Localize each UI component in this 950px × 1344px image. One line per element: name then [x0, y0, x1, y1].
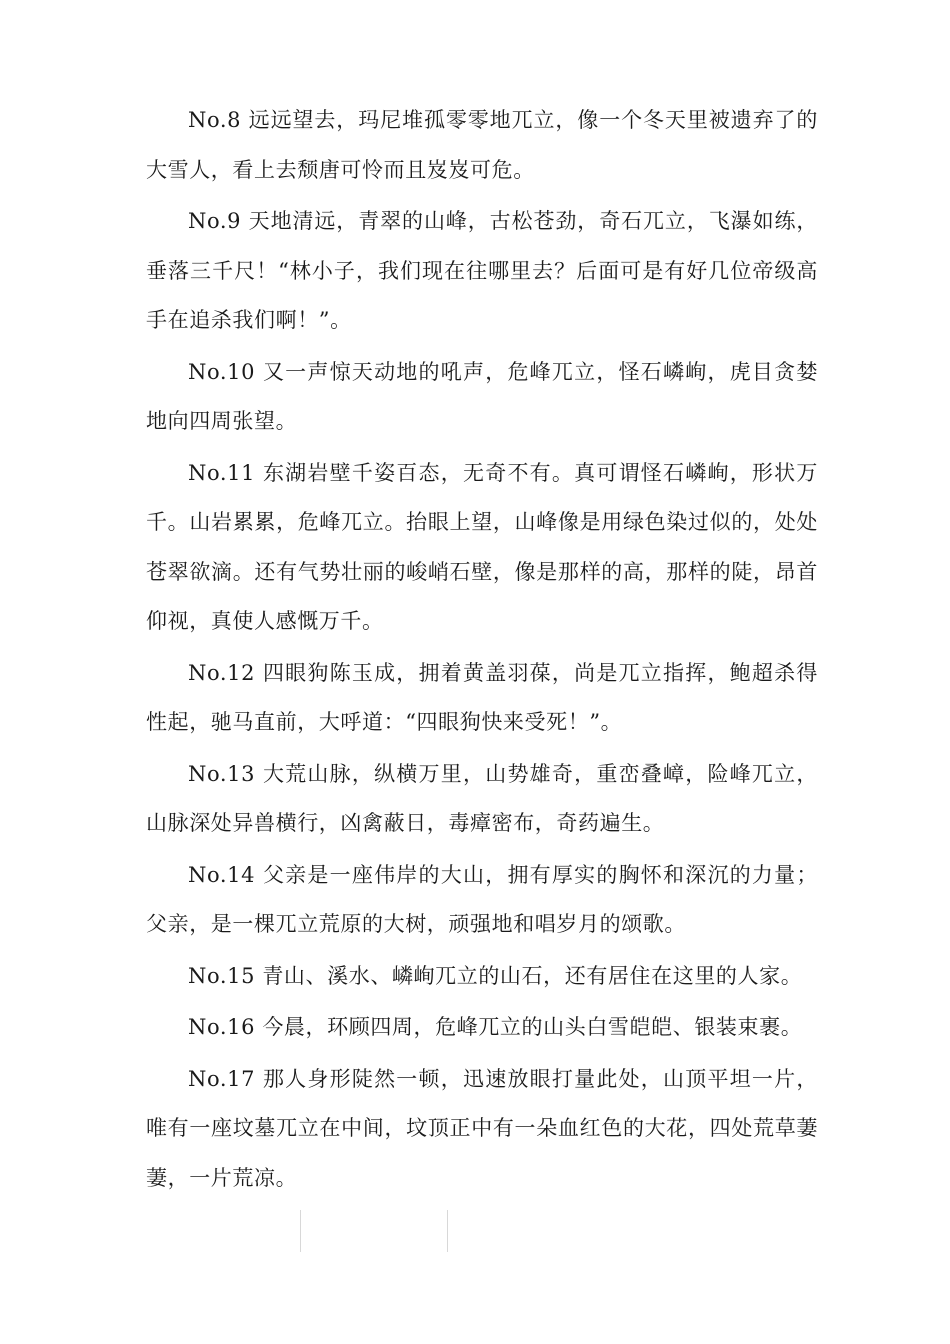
paragraph-no17: No.17 那人身形陡然一顿，迅速放眼打量此处，山顶平坦一片，唯有一座坟墓兀立在中间，坟顶正中有一朵血红色的大花，四处荒草萋萋，一片荒凉。 [146, 1066, 818, 1190]
paragraph-no16: No.16 今晨，环顾四周，危峰兀立的山头白雪皑皑、银装束裹。 [188, 1015, 803, 1039]
paragraph-no14: No.14 父亲是一座伟岸的大山，拥有厚实的胸怀和深沉的力量；父亲，是一棵兀立荒原的大树，顽强地和唱岁月的颂歌。 [146, 862, 818, 936]
document-body [146, 96, 818, 1205]
paragraph-no12: No.12 四眼狗陈玉成，拥着黄盖羽葆，尚是兀立指挥，鲍超杀得性起，驰马直前，大呼道：“四眼狗快来受死！”。 [146, 660, 818, 734]
page-footer-box [300, 1210, 448, 1252]
paragraph-no15: No.15 青山、溪水、嶙峋兀立的山石，还有居住在这里的人家。 [188, 963, 803, 988]
paragraph-no11: No.11 东湖岩壁千姿百态，无奇不有。真可谓怪石嶙峋，形状万千。山岩累累，危峰兀立。抬眼上望，山峰像是用绿色染过似的，处处苍翠欲滴。还有气势壮丽的峻峭石壁，像是那样的高，那样的陡，昂首仰视，真使人感慨万千。 [146, 460, 818, 633]
paragraph-no9: No.9 天地清远，青翠的山峰，古松苍劲，奇石兀立，飞瀑如练，垂落三千尺！“林小子，我们现在往哪里去？后面可是有好几位帝级高手在追杀我们啊！”。 [146, 209, 818, 332]
paragraph-no10: No.10 又一声惊天动地的吼声，危峰兀立，怪石嶙峋，虎目贪婪地向四周张望。 [146, 359, 818, 433]
paragraph-no8: No.8 远远望去，玛尼堆孤零零地兀立，像一个冬天里被遗弃了的大雪人，看上去颓唐可怜而且岌岌可危。 [146, 108, 818, 182]
paragraph-no13: No.13 大荒山脉，纵横万里，山势雄奇，重峦叠嶂，险峰兀立，山脉深处异兽横行，凶禽蔽日，毒瘴密布，奇药遍生。 [146, 761, 818, 835]
